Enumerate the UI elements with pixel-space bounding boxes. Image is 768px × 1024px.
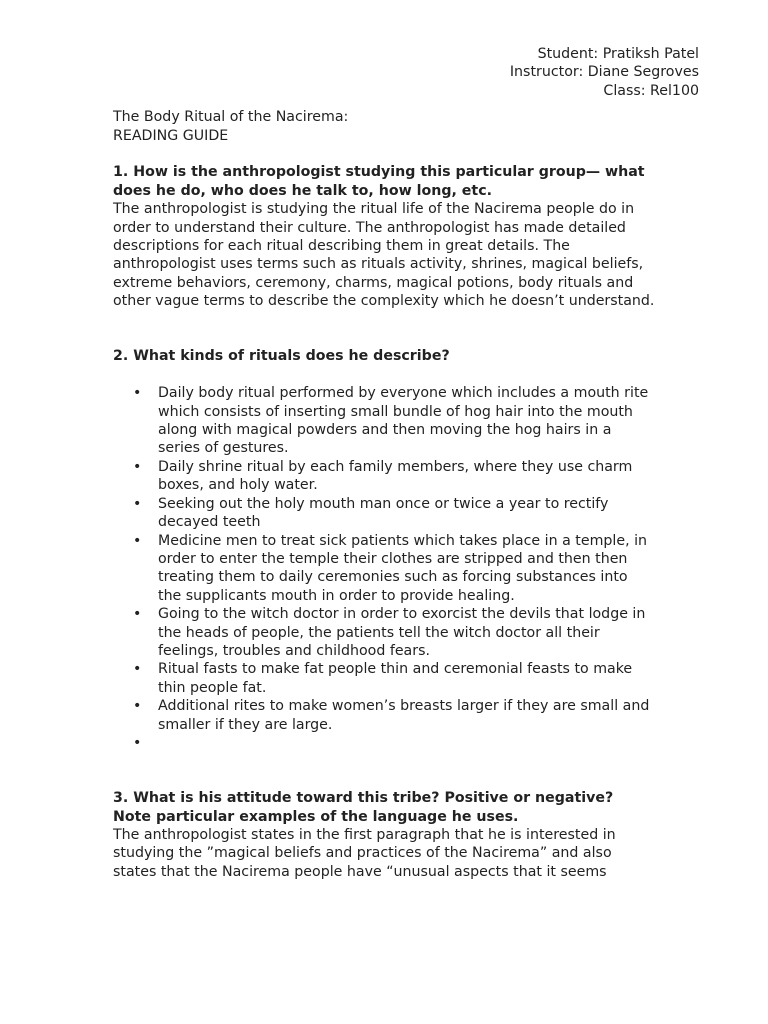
answer-1: The anthropologist is studying the ritual life of the Nacirema people do in order to understand their culture. The anthropologist has made detailed descriptions for each ritual describing them in great details. The anthropologist uses terms such as rituals activity, shrines, magical beliefs, extreme behaviors, ceremony, charms, magical potions, body rituals and other vague terms to describe the complexity which he doesn’t understand.	[113, 201, 655, 310]
title-line-2: READING GUIDE	[113, 127, 229, 144]
answer-3: The anthropologist states in the first paragraph that he is interested in studying the ”magical beliefs and practices of the Nacirema” and also states that the Nacirema people have “unusual aspects that it seems	[113, 826, 616, 880]
list-item: • Going to the witch doctor in order to exorcist the devils that lodge in the heads of people, the patients tell the witch doctor all their feelings, troubles and childhood fears.	[113, 605, 655, 660]
question-3: 3. What is his attitude toward this tribe? Positive or negative? Note particular examples of the language he uses.	[113, 790, 614, 825]
header-block	[113, 45, 699, 100]
instructor-name: Instructor: Diane Segroves	[509, 64, 699, 81]
section-3	[113, 789, 655, 881]
list-item: • Daily shrine ritual by each family members, where they use charm boxes, and holy water.	[113, 458, 655, 495]
title-line-1: The Body Ritual of the Nacirema:	[113, 109, 349, 126]
list-item: • Daily body ritual performed by everyone which includes a mouth rite which consists of inserting small bundle of hog hair into the mouth along with magical powders and then moving the hog hairs in a series of gestures.	[113, 384, 655, 458]
student-name: Student: Pratiksh Patel	[537, 46, 699, 62]
list-item: • Seeking out the holy mouth man once or twice a year to rectify decayed teeth	[113, 495, 655, 532]
spacer	[113, 311, 655, 348]
document-page	[113, 45, 699, 881]
list-item: • Ritual fasts to make fat people thin and ceremonial feasts to make thin people fat.	[113, 660, 655, 697]
spacer	[113, 366, 655, 384]
document-title	[113, 108, 655, 145]
list-item: • Medicine men to treat sick patients which takes place in a temple, in order to enter the temple their clothes are stripped and then then treating them to daily ceremonies such as forcing substances into the supplicants mouth in order to provide healing.	[113, 532, 655, 606]
section-1	[113, 163, 655, 310]
question-2: 2. What kinds of rituals does he describe?	[113, 348, 450, 365]
list-item: • Additional rites to make women’s breasts larger if they are small and smaller if they are large.	[113, 697, 655, 734]
question-1: 1. How is the anthropologist studying this particular group— what does he do, who does he talk to, how long, etc.	[113, 164, 645, 199]
section-2	[113, 347, 655, 752]
spacer	[113, 145, 655, 163]
class-name: Class: Rel100	[603, 82, 699, 99]
spacer	[113, 752, 655, 789]
list-item-empty	[113, 734, 655, 752]
ritual-list	[113, 384, 655, 752]
